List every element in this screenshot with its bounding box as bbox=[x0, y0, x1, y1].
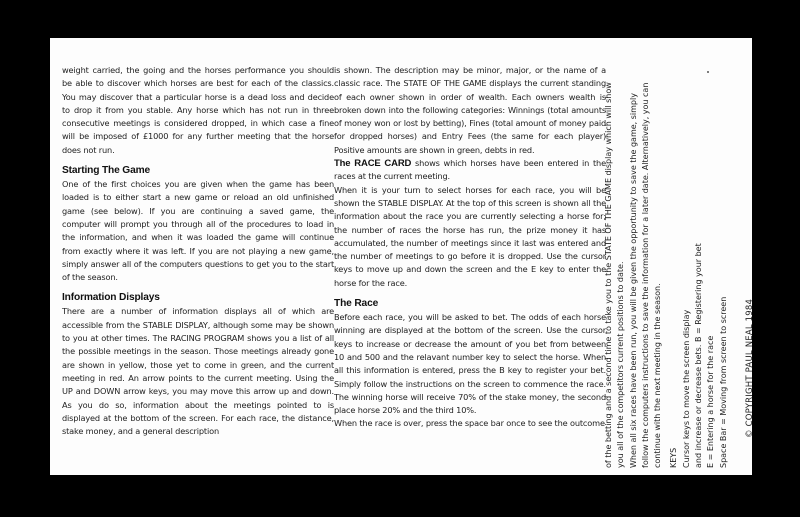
race-card-lead: The RACE CARD bbox=[334, 158, 412, 170]
continuation-text: of the betting and a second time to take you to the STATE OF THE GAME display which will show you all of the competitors current positions to date. bbox=[604, 82, 626, 468]
starting-the-game-text: One of the first choices you are given when the game has been loaded is to either start a new game or reload an old unfinished game (see below). If you are continuing a saved game, the computer will prompt you through all of the procedures to load in the information, and when it was loaded the game will continue from exactly where it was left. If you are not playing a new game, simply answer all of the computers questions to get you to the start of the season. bbox=[62, 179, 334, 283]
heading-starting-the-game: Starting The Game bbox=[62, 165, 151, 177]
copyright-notice: © COPYRIGHT PAUL NEAL 1984 bbox=[745, 298, 755, 438]
stable-display-paragraph: When it is your turn to select horses for each race, you will be shown the STABLE DISPLAY. At the top of this screen is shown all the information about the race you are currently selecting a horse for; the number of races the horse has run, the prize money it has accumulated, the number of meetings since it last was entered and the number of meetings to go before it is dropped. Use the cursor keys to move up and down the screen and the E key to enter the horse for the race. bbox=[334, 184, 606, 288]
heading-the-race: The Race bbox=[334, 298, 379, 310]
key-line: Space Bar = Moving from screen to screen bbox=[718, 296, 728, 468]
column-right-rotated bbox=[603, 68, 753, 468]
race-card-text: shows which horses have been entered in the races at the current meeting. bbox=[334, 158, 606, 182]
information-displays-text: There are a number of information displays all of which are accessible from the STABLE DISPLAY, although some may be shown to you at other times. The RACING PROGRAM shows you a list of all the possible meetings in the season. Those meetings already gone are shown in yellow, those yet to come in green, and the current meeting in red. An arrow points to the current meeting. Using the UP and DOWN arrow keys, you may move this arrow up and down. As you do so, information about the meetings pointed to is displayed at the bottom of the screen. For each race, the distance, stake money, and a general description bbox=[62, 306, 334, 437]
column-middle bbox=[334, 64, 606, 431]
save-info-text: When all six races have been run, you will be given the opportunity to save the game, simply follow the computers instructions to save the information for a later date. Alternatively, you can continue with the next meeting in the season. bbox=[628, 82, 663, 468]
paper-speck bbox=[707, 71, 709, 73]
race-card-paragraph bbox=[334, 157, 606, 184]
manual-page bbox=[50, 38, 755, 475]
key-line: Cursor keys to move the screen display bbox=[681, 309, 691, 468]
key-line: and increase or decrease bets. B = Registering your bet bbox=[694, 243, 704, 468]
race-paragraph-1: Before each race, you will be asked to bet. The odds of each horse winning are displayed at the bottom of the screen. Use the cursor keys to increase or decrease the amount of you bet from between 10 and 500 and the relavant number key to select the horse. When all this information is entered, press the B key to register your bet. Simply follow the instructions on the screen to commence the race. The winning horse will receive 70% of the stake money, the second place horse 20% and the third 10%. bbox=[334, 312, 606, 416]
intro-paragraph: weight carried, the going and the horses performance you should be able to discover which horses are best for each of the classics. You may discover that a particular horse is a dead loss and decide to drop it from you stable. Any horse which has not run in three consecutive meetings is considered dropped, in which case a fine will be imposed of £1000 for any further meeting that the horse does not run. bbox=[62, 65, 334, 155]
column-left bbox=[62, 64, 334, 438]
heading-information-displays: Information Displays bbox=[62, 292, 160, 304]
state-of-game-paragraph: is shown. The description may be minor, major, or the name of a classic race. The STATE OF THE GAME displays the current standing of each owner shown in order of wealth. Each owners wealth is broken down into the following categories: Winnings (total amounts of money won or lost by betting), Fines (total amount of money paid for dropped horses) and Entry Fees (the same for each player) Positive amounts are shown in green, debts in red. bbox=[334, 65, 606, 155]
key-line: E = Entering a horse for the race bbox=[706, 335, 716, 468]
race-paragraph-2: When the race is over, press the space bar once to see the outcome bbox=[334, 418, 605, 429]
keys-heading: KEYS bbox=[669, 447, 679, 468]
